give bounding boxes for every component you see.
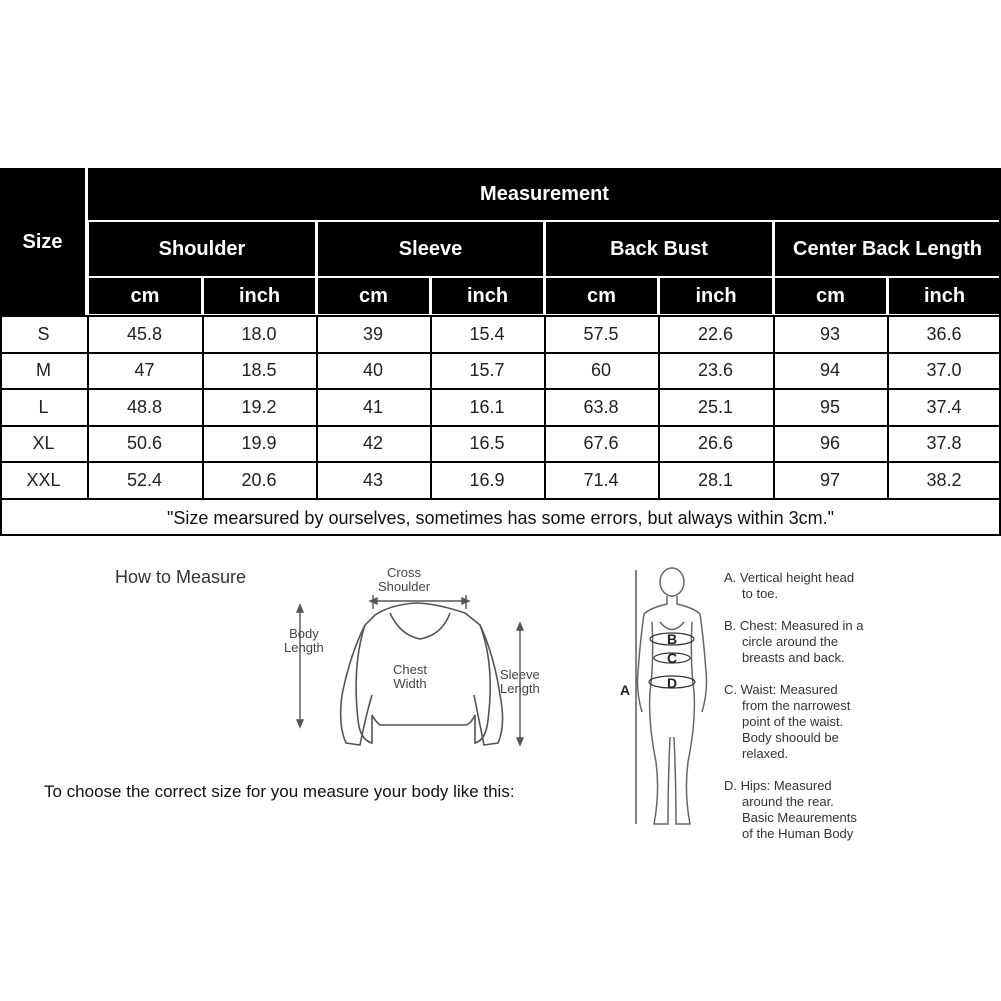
legend-item bbox=[724, 682, 863, 762]
legend-line: Body shoould be bbox=[742, 730, 839, 745]
grid-line bbox=[887, 316, 889, 499]
value-cell: 37.4 bbox=[926, 396, 962, 417]
value-cell: 22.6 bbox=[697, 323, 734, 344]
value-cell: 39 bbox=[362, 323, 384, 344]
value-cell: 37.0 bbox=[926, 360, 962, 381]
legend-line: Basic Meaurements bbox=[742, 810, 857, 825]
value-cell: 36.6 bbox=[926, 323, 962, 344]
body-figure bbox=[610, 562, 720, 834]
unit-header: inch bbox=[432, 278, 543, 314]
legend-line: relaxed. bbox=[742, 746, 789, 761]
sleeve-length-label: Sleeve Length bbox=[500, 667, 540, 696]
body-letter-a: A bbox=[620, 682, 631, 698]
value-cell: 60 bbox=[590, 360, 612, 381]
grid-line bbox=[658, 316, 660, 499]
grid-line bbox=[0, 168, 2, 534]
value-cell: 94 bbox=[819, 360, 841, 381]
unit-header: inch bbox=[889, 278, 1000, 314]
legend-line: of the Human Body bbox=[742, 826, 854, 841]
grid-line bbox=[773, 316, 775, 499]
body-letter-c: C bbox=[667, 650, 678, 666]
value-cell: 18.0 bbox=[241, 323, 277, 344]
legend-line: breasts and back. bbox=[742, 650, 845, 665]
legend-item bbox=[724, 570, 863, 602]
instruction-text: To choose the correct size for you measure your body like this: bbox=[44, 782, 515, 801]
size-cell: L bbox=[38, 396, 49, 417]
value-cell: 16.1 bbox=[469, 396, 505, 417]
legend-line: D. Hips: Measured bbox=[724, 778, 832, 793]
unit-header: cm bbox=[546, 278, 657, 314]
grid-line bbox=[316, 316, 318, 499]
value-cell: 26.6 bbox=[697, 433, 734, 454]
how-to-measure-title: How to Measure bbox=[115, 567, 247, 587]
size-cell: XXL bbox=[26, 469, 61, 490]
group-header: Center Back Length bbox=[775, 222, 1000, 276]
legend-line: B. Chest: Measured in a bbox=[724, 618, 864, 633]
value-cell: 42 bbox=[362, 433, 384, 454]
value-cell: 50.6 bbox=[126, 433, 163, 454]
legend-line: around the rear. bbox=[742, 794, 834, 809]
value-cell: 71.4 bbox=[583, 469, 619, 490]
value-cell: 19.2 bbox=[241, 396, 277, 417]
value-cell: 47 bbox=[134, 360, 155, 381]
size-cell: M bbox=[36, 360, 51, 381]
size-cell: XL bbox=[32, 433, 55, 454]
value-cell: 57.5 bbox=[583, 323, 619, 344]
group-header: Shoulder bbox=[89, 222, 315, 276]
body-letter-b: B bbox=[667, 631, 678, 647]
grid-line bbox=[0, 352, 1001, 354]
value-cell: 15.4 bbox=[469, 323, 505, 344]
legend-line: point of the waist. bbox=[742, 714, 844, 729]
unit-header: inch bbox=[204, 278, 315, 314]
unit-header: cm bbox=[89, 278, 201, 314]
value-cell: 18.5 bbox=[241, 360, 277, 381]
value-cell: 40 bbox=[362, 360, 384, 381]
value-cell: 67.6 bbox=[583, 433, 619, 454]
value-cell: 41 bbox=[362, 396, 384, 417]
measurement-header: Measurement bbox=[88, 168, 1001, 220]
unit-header: inch bbox=[660, 278, 772, 314]
grid-line bbox=[0, 425, 1001, 427]
unit-header: cm bbox=[775, 278, 886, 314]
value-cell: 93 bbox=[819, 323, 841, 344]
grid-line bbox=[0, 498, 1001, 500]
legend-item bbox=[724, 618, 863, 666]
value-cell: 63.8 bbox=[583, 396, 619, 417]
size-header: Size bbox=[0, 168, 85, 316]
legend-line: A. Vertical height head bbox=[724, 570, 855, 585]
chest-width-label: Chest Width bbox=[393, 662, 427, 691]
grid-line bbox=[544, 316, 546, 499]
value-cell: 97 bbox=[819, 469, 841, 490]
table-note: "Size mearsured by ourselves, sometimes has some errors, but always within 3cm." bbox=[166, 507, 835, 528]
group-header: Back Bust bbox=[546, 222, 772, 276]
value-cell: 38.2 bbox=[926, 469, 962, 490]
body-length-label: Body Length bbox=[284, 626, 324, 655]
legend-line: C. Waist: Measured bbox=[724, 682, 838, 697]
value-cell: 37.8 bbox=[926, 433, 962, 454]
value-cell: 48.8 bbox=[126, 396, 163, 417]
grid-line bbox=[87, 316, 89, 499]
legend-line: to toe. bbox=[742, 586, 779, 601]
value-cell: 16.5 bbox=[469, 433, 505, 454]
grid-line bbox=[0, 461, 1001, 463]
group-header: Sleeve bbox=[318, 222, 543, 276]
value-cell: 45.8 bbox=[126, 323, 163, 344]
grid-line bbox=[0, 534, 1001, 536]
cross-shoulder-label: Cross Shoulder bbox=[378, 565, 431, 594]
legend-line: from the narrowest bbox=[742, 698, 851, 713]
value-cell: 95 bbox=[819, 396, 841, 417]
value-cell: 52.4 bbox=[126, 469, 163, 490]
grid-line bbox=[0, 315, 1001, 317]
value-cell: 96 bbox=[819, 433, 841, 454]
value-cell: 16.9 bbox=[469, 469, 505, 490]
legend-item bbox=[724, 778, 863, 842]
size-cell: S bbox=[37, 323, 50, 344]
value-cell: 23.6 bbox=[697, 360, 734, 381]
body-letter-d: D bbox=[667, 675, 678, 691]
unit-header: cm bbox=[318, 278, 429, 314]
value-cell: 43 bbox=[362, 469, 384, 490]
measurement-legend bbox=[724, 570, 863, 858]
value-cell: 25.1 bbox=[697, 396, 734, 417]
value-cell: 20.6 bbox=[241, 469, 277, 490]
grid-line bbox=[0, 388, 1001, 390]
grid-line bbox=[202, 316, 204, 499]
value-cell: 19.9 bbox=[241, 433, 277, 454]
grid-line bbox=[430, 316, 432, 499]
value-cell: 15.7 bbox=[469, 360, 505, 381]
legend-line: circle around the bbox=[742, 634, 839, 649]
value-cell: 28.1 bbox=[697, 469, 734, 490]
